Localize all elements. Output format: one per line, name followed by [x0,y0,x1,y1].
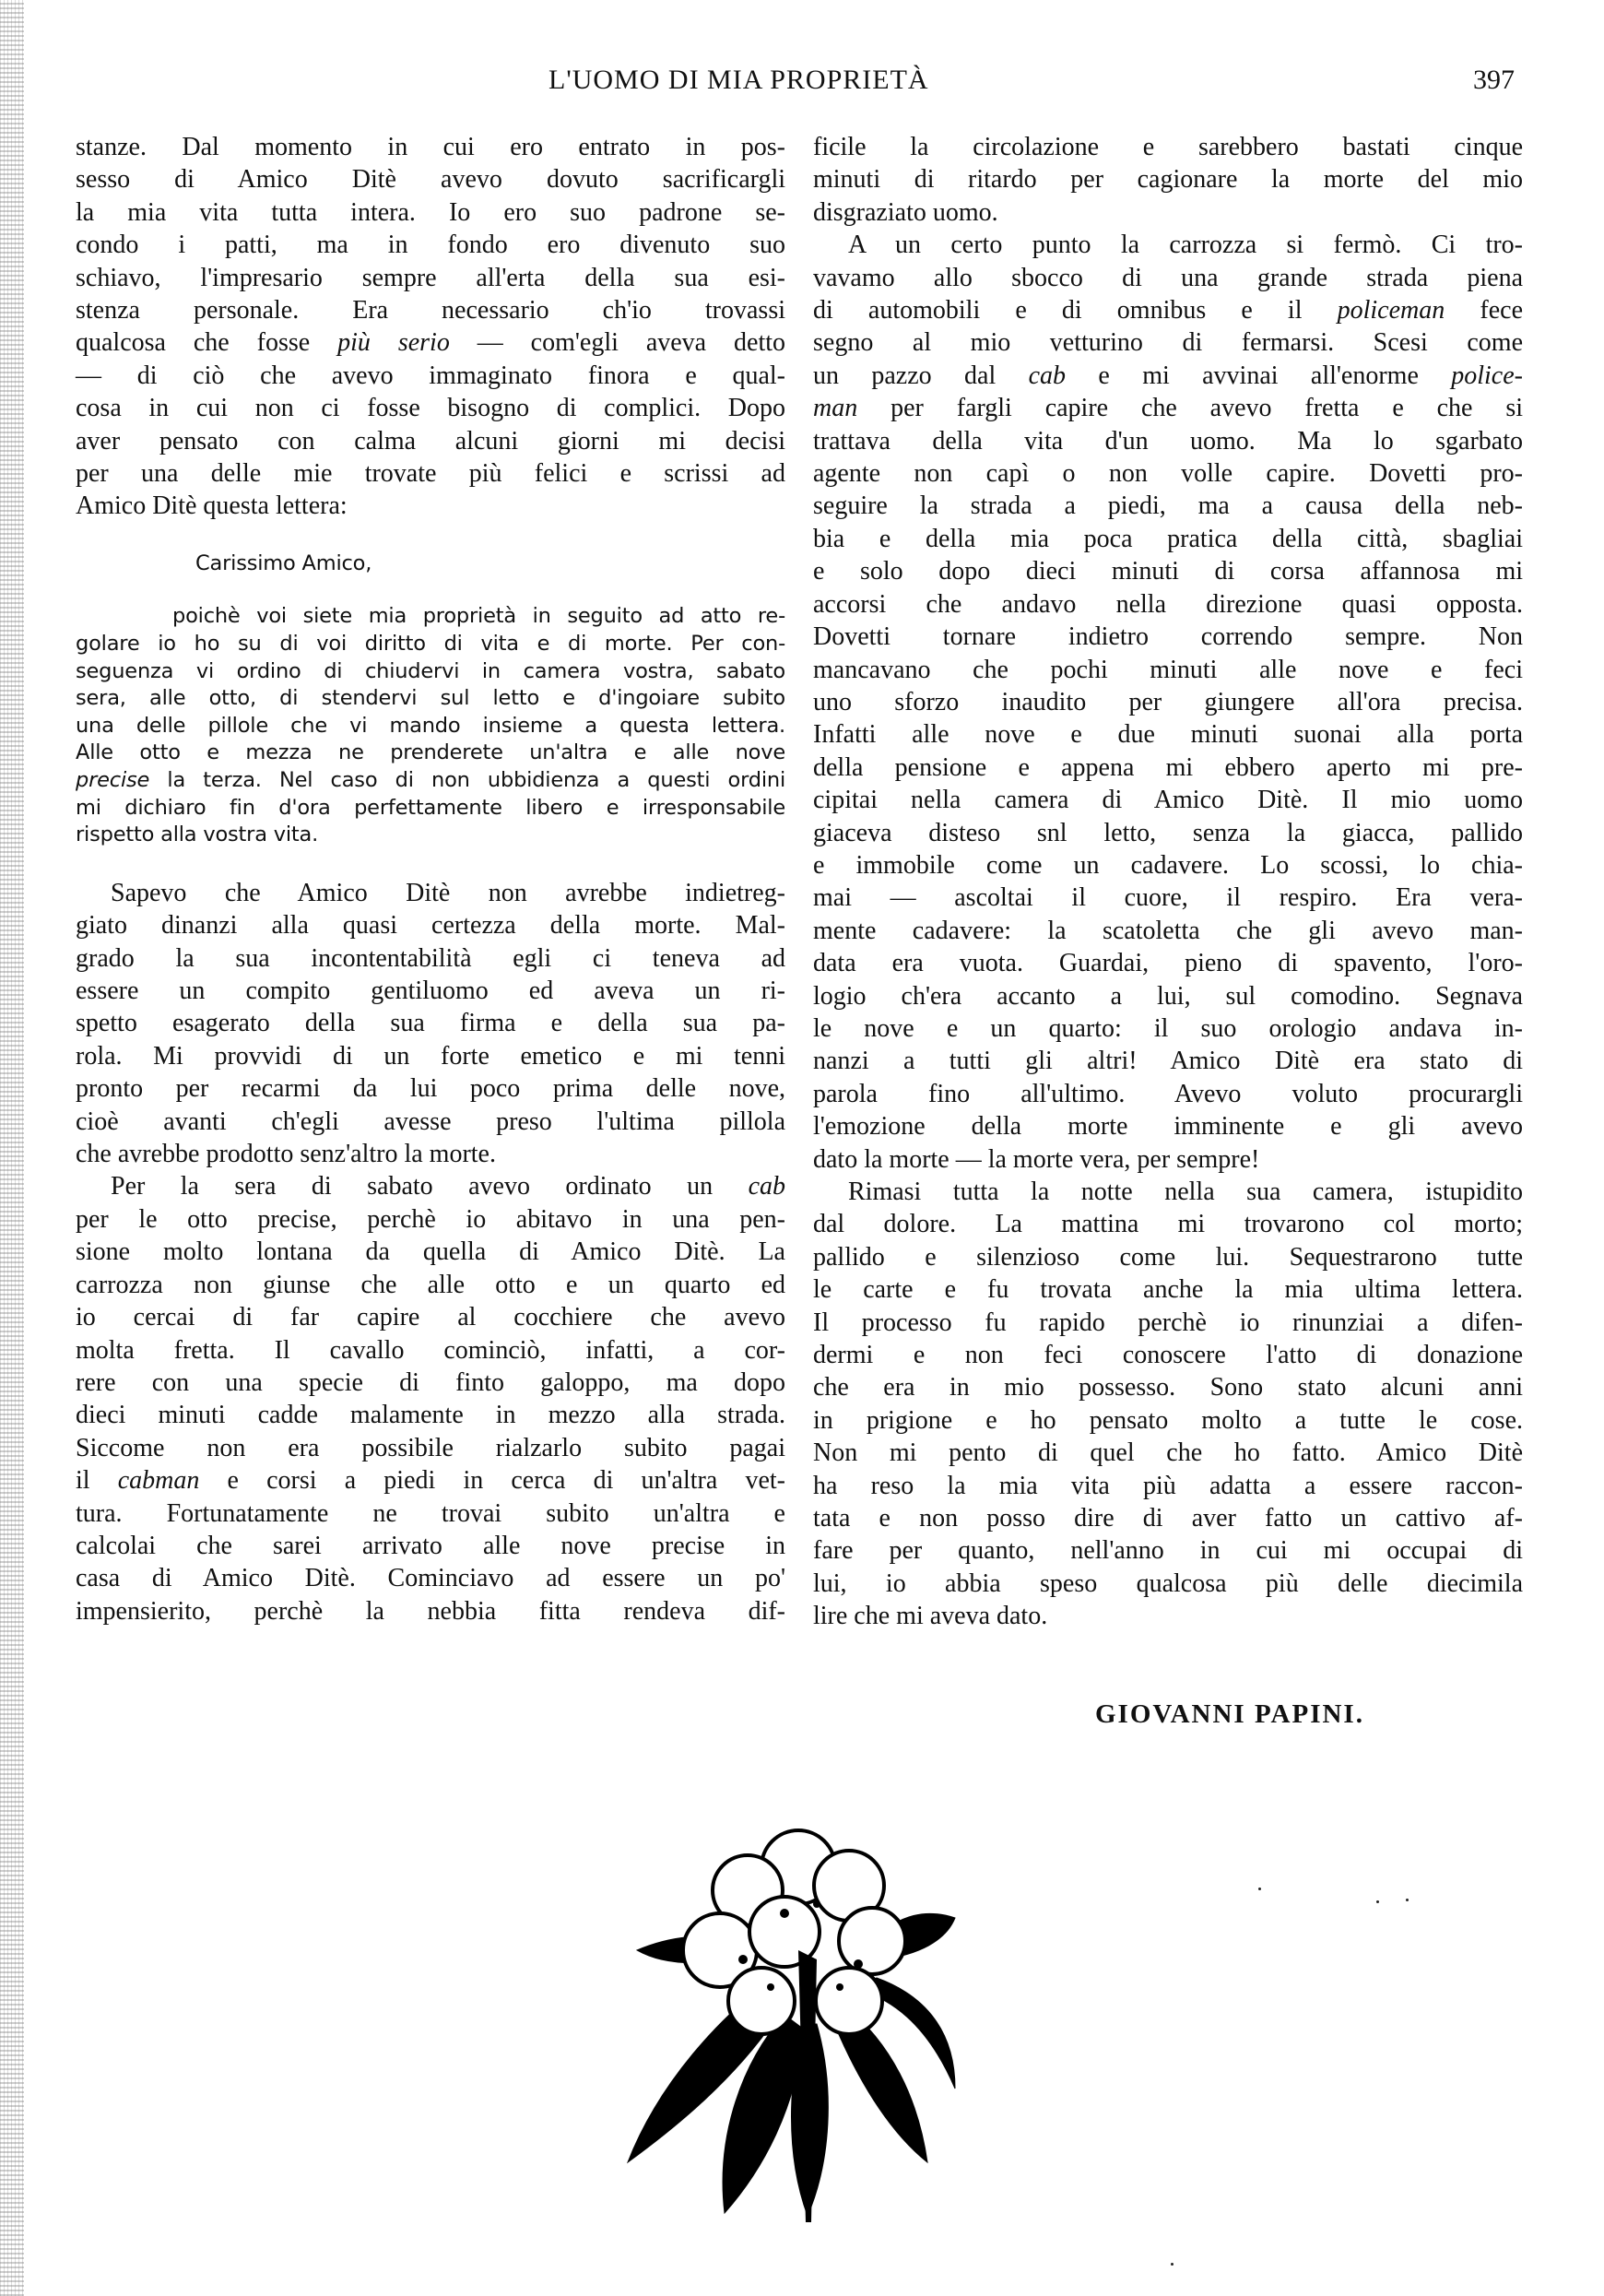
text-line: stanze. Dal momento in cui ero entrato in pos- [76,133,785,161]
text-line: data era vuota. Guardai, pieno di spavento, l'oro- [813,949,1523,978]
text-line: mai — ascoltai il cuore, il respiro. Era vera- [813,883,1523,913]
scan-speck [1406,1899,1409,1901]
text-line: dieci minuti cadde malamente in mezzo alla strada. [76,1401,785,1430]
text-line: l'emozione della morte imminente e gli avevo [813,1112,1523,1142]
text-line: bia e della mia poca pratica della città, sbagliai [813,524,1523,553]
text-line: spetto esagerato della sua firma e della sua pa- [76,1009,785,1038]
paragraph [76,131,785,523]
text-line: disgraziato uomo. [813,197,998,227]
text-line: rere con una specie di finto galoppo, ma dopo [76,1367,785,1397]
italic-term: cab [1028,361,1067,390]
italic-term: policeman [1337,296,1445,325]
text-line: segno al mio vetturino di fermarsi. Scesi come [813,328,1523,358]
text-line: in prigione e ho pensato molto a tutte le cose. [813,1405,1523,1435]
text-line: seguire la strada a piedi, ma a causa della neb- [813,491,1523,521]
text-line: grado la sua incontentabilità egli ci teneva ad [76,943,785,973]
text-line: di automobili e di omnibus e il policeman fece [813,296,1523,325]
text-line: uno sforzo inaudito per giungere all'ora precisa. [813,687,1523,716]
scan-speck [1258,1888,1261,1890]
text-line: per le otto precise, perchè io abitavo in una pen- [76,1204,785,1234]
text-line: mancavano che pochi minuti alle nove e feci [813,655,1523,684]
italic-term: man [813,394,858,423]
text-line: io cercai di far capire al cocchiere che avevo [76,1303,785,1332]
text-line: giato dinanzi alla quasi certezza della morte. Mal- [76,911,785,941]
text-line: lui, io abbia speso qualcosa più delle diecimila [813,1568,1523,1598]
paragraph [76,1170,785,1627]
scan-edge-noise [0,0,24,2296]
italic-term: police- [1451,361,1523,390]
text-line: Per la sera di sabato avevo ordinato un cab [111,1172,785,1201]
text-line: poichè voi siete mia proprietà in seguito ad atto re- [172,604,785,629]
page-number: 397 [1473,65,1515,95]
paragraph [813,131,1523,229]
text-line: trattava della vita d'un uomo. Ma lo sgarbato [813,426,1523,456]
text-line: Siccome non era possibile rialzarlo subito pagai [76,1433,785,1462]
text-line: carrozza non giunse che alle otto e un quarto ed [76,1270,785,1299]
italic-term: precise [76,768,150,793]
text-line: precise la terza. Nel caso di non ubbidienza a questi ordini [76,768,785,793]
text-line: sione molto lontana da quella di Amico Ditè. La [76,1237,785,1267]
text-line: parola fino all'ultimo. Avevo voluto procurargli [813,1079,1523,1108]
author-signature: GIOVANNI PAPINI. [1095,1699,1364,1729]
italic-term: più serio [337,328,450,358]
text-line: condo i patti, ma in fondo ero divenuto suo [76,231,785,260]
text-line: accorsi che andavo nella direzione quasi opposta. [813,589,1523,619]
text-line: Non mi pento di quel che ho fatto. Amico Ditè [813,1438,1523,1468]
text-line: Il processo fu rapido perchè io rinunziai a difen- [813,1308,1523,1337]
text-line: agente non capì o non volle capire. Dovetti pro- [813,459,1523,489]
text-line: A un certo punto la carrozza si fermò. Ci tro- [848,231,1523,260]
blossom [728,1968,795,2034]
text-line: Dovetti tornare indietro correndo sempre. Non [813,622,1523,652]
text-line: impensierito, perchè la nebbia fitta rendeva dif- [76,1596,785,1626]
text-line: rola. Mi provvidi di un forte emetico e mi tenni [76,1041,785,1071]
flower-ornament-icon [623,1803,969,2222]
italic-term: cab [748,1172,785,1201]
text-line: Amico Ditè questa lettera: [76,491,348,521]
text-line: e solo dopo dieci minuti di corsa affannosa mi [813,557,1523,586]
text-line: essere un compito gentiluomo ed aveva un ri- [76,976,785,1006]
text-line: dermi e non feci conoscere l'atto di donazione [813,1341,1523,1370]
text-line: golare io ho su di voi diritto di vita e di morte. Per con- [76,632,785,657]
text-line: vavamo allo sbocco di una grande strada piena [813,263,1523,292]
letter-salutation: Carissimo Amico, [195,550,372,575]
text-line: logio ch'era accanto a lui, sul comodino. Segnava [813,981,1523,1011]
text-line: nanzi a tutti gli altri! Amico Ditè era stato di [813,1047,1523,1076]
text-line: pronto per recarmi da lui poco prima delle nove, [76,1074,785,1104]
text-line: la mia vita tutta intera. Io ero suo padrone se- [76,197,785,227]
letter-body [76,603,785,848]
text-line: mente cadavere: la scatoletta che gli avevo man- [813,916,1523,945]
italic-term: cabman [117,1466,200,1496]
text-line: un pazzo dal cab e mi avvinai all'enorme police- [813,361,1523,390]
text-line: pallido e silenzioso come lui. Sequestrarono tutte [813,1242,1523,1272]
text-line: calcolai che sarei arrivato alle nove precise in [76,1531,785,1560]
blossom [816,1968,882,2034]
quoted-letter [76,550,785,849]
text-line: della pensione e appena mi ebbero aperto mi pre- [813,752,1523,782]
text-line: stenza personale. Era necessario ch'io trovassi [76,296,785,325]
text-line: Alle otto e mezza ne prenderete un'altra e alle nove [76,740,785,765]
blossom [839,1908,905,1974]
text-line: ficile la circolazione e sarebbero bastati cinque [813,133,1523,161]
text-line: tata e non posso dire di aver fatto un cattivo af- [813,1504,1523,1533]
text-line: — di ciò che avevo immaginato finora e qual- [76,361,785,390]
text-line: minuti di ritardo per cagionare la morte del mio [813,165,1523,195]
text-line: casa di Amico Ditè. Cominciavo ad essere un po' [76,1564,785,1593]
text-line: aver pensato con calma alcuni giorni mi decisi [76,426,785,456]
running-title: L'UOMO DI MIA PROPRIETÀ [548,65,929,95]
text-line: ha reso la mia vita più adatta a essere raccon- [813,1471,1523,1500]
text-line: una delle pillole che vi mando insieme a questa lettera. [76,713,785,738]
text-line: Sapevo che Amico Ditè non avrebbe indietreg- [111,878,785,907]
text-line: sera, alle otto, di stendervi sul letto e d'ingoiare subito [76,686,785,711]
text-line: cipitai nella camera di Amico Ditè. Il mio uomo [813,786,1523,815]
text-line: schiavo, l'impresario sempre all'erta della sua esi- [76,263,785,292]
text-line: che era in mio possesso. Sono stato alcuni anni [813,1373,1523,1402]
text-line: sesso di Amico Ditè avevo dovuto sacrificargli [76,165,785,195]
text-line: molta fretta. Il cavallo cominciò, infatti, a cor- [76,1335,785,1365]
text-line: tura. Fortunatamente ne trovai subito un'altra e [76,1498,785,1528]
right-column [813,131,1523,1633]
text-line: mi dichiaro fin d'ora perfettamente libero e irresponsabile [76,795,785,820]
scan-speck [1376,1900,1379,1903]
text-line: che avrebbe prodotto senz'altro la morte. [76,1140,496,1169]
text-line: Infatti alle nove e due minuti suonai alla porta [813,720,1523,750]
text-line: le carte e fu trovata anche la mia ultima lettera. [813,1275,1523,1305]
text-line: dal dolore. La mattina mi trovarono col morto; [813,1210,1523,1239]
scan-speck [1171,2263,1174,2266]
paragraph [813,229,1523,1176]
text-line: Rimasi tutta la notte nella sua camera, istupidito [848,1178,1523,1206]
text-line: man per fargli capire che avevo fretta e che si [813,394,1523,423]
text-line: lire che mi aveva dato. [813,1602,1048,1631]
text-line: seguenza vi ordino di chiudervi in camera vostra, sabato [76,658,785,683]
text-line: per una delle mie trovate più felici e scrissi ad [76,459,785,489]
text-line: il cabman e corsi a piedi in cerca di un'altra vet- [76,1466,785,1496]
text-line: le nove e un quarto: il suo orologio andava in- [813,1013,1523,1043]
text-line: dato la morte — la morte vera, per sempre! [813,1144,1260,1174]
text-line: giaceva disteso snl letto, senza la giacca, pallido [813,818,1523,847]
text-line: qualcosa che fosse più serio — com'egli aveva detto [76,328,786,358]
text-line: e immobile come un cadavere. Lo scossi, lo chia- [813,850,1523,880]
text-line: fare per quanto, nell'anno in cui mi occupai di [813,1536,1523,1566]
paragraph [76,877,785,1171]
text-line: cosa in cui non ci fosse bisogno di complici. Dopo [76,394,785,423]
paragraph [813,1176,1523,1633]
left-column [76,131,785,1627]
text-line: cioè avanti ch'egli avesse preso l'ultima pillola [76,1107,785,1136]
text-line: rispetto alla vostra vita. [76,823,319,847]
